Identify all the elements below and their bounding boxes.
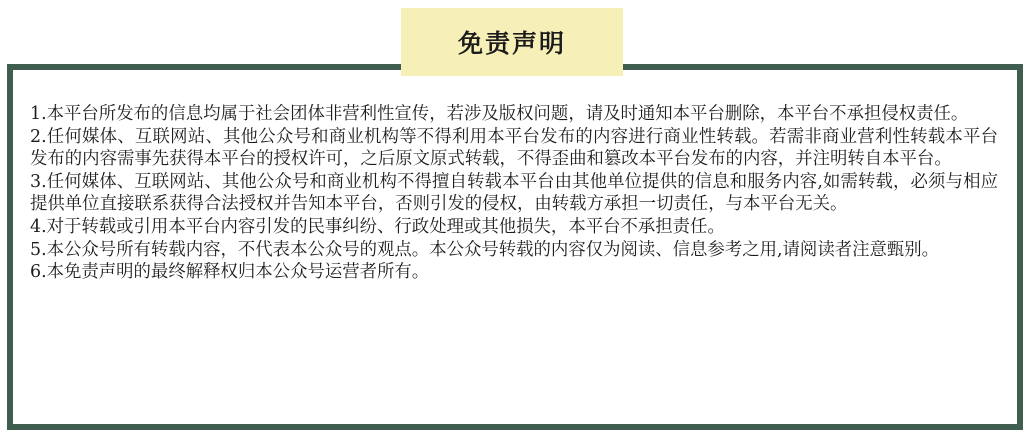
disclaimer-item-2: 2.任何媒体、互联网站、其他公众号和商业机构等不得利用本平台发布的内容进行商业性转载。若需非商业营利性转载本平台发布的内容需事先获得本平台的授权许可，之后原文原式转载，不得歪曲和篡改本平台发布的内容，并注明转自本平台。 [30,126,998,170]
disclaimer-item-5: 5.本公众号所有转载内容，不代表本公众号的观点。本公众号转载的内容仅为阅读、信息参考之用,请阅读者注意甄别。 [30,239,940,260]
disclaimer-item-3: 3.任何媒体、互联网站、其他公众号和商业机构不得擅自转载本平台由其他单位提供的信息和服务内容,如需转载，必须与相应提供单位直接联系获得合法授权并告知本平台，否则引发的侵权，由转载方承担一切责任，与本平台无关。 [30,171,998,215]
disclaimer-item-1: 1.本平台所发布的信息均属于社会团体非营利性宣传，若涉及版权问题，请及时通知本平台删除，本平台不承担侵权责任。 [30,104,969,124]
disclaimer-item-6: 6.本免责声明的最终解释权归本公众号运营者所有。 [30,262,430,283]
disclaimer-item-4: 4.对于转载或引用本平台内容引发的民事纠纷、行政处理或其他损失，本平台不承担责任。 [30,216,725,237]
disclaimer-content [30,103,998,284]
page-title: 免责声明 [457,29,566,58]
title-tab [401,8,623,76]
